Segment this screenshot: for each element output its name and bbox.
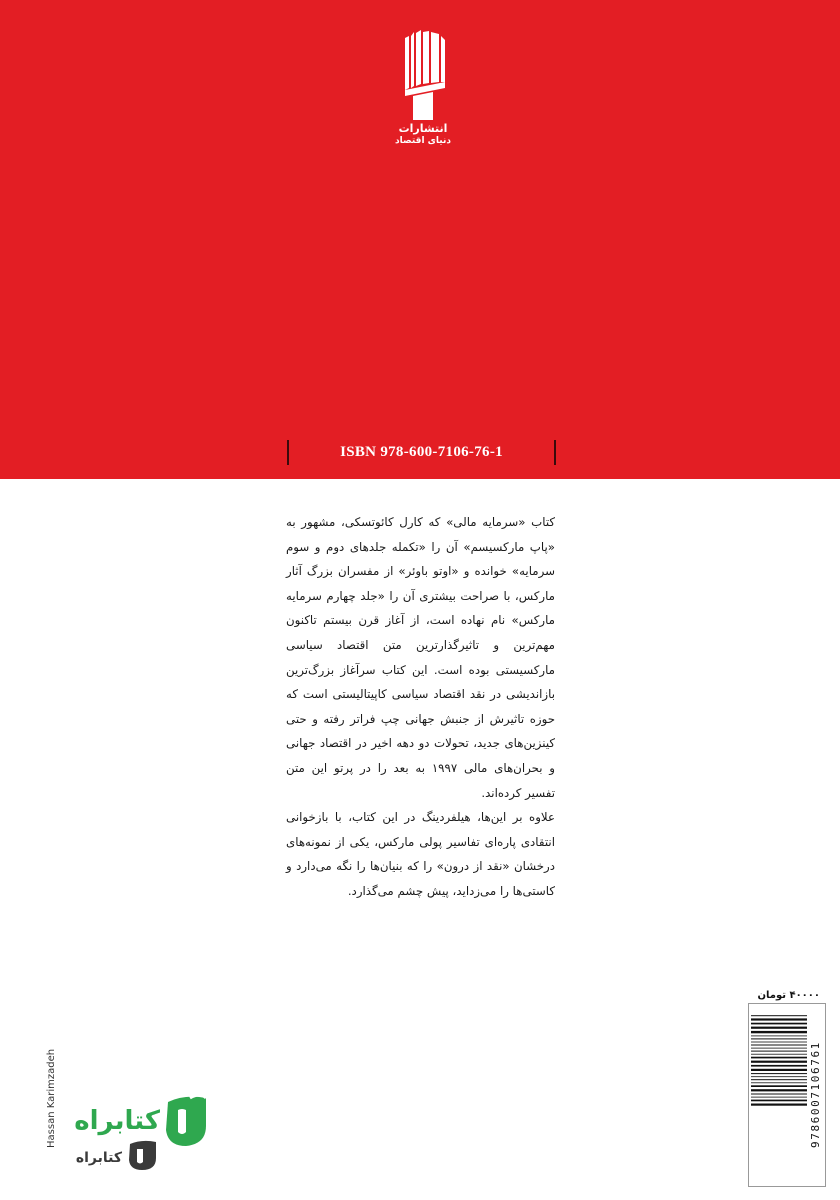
blurb-paragraph-2: علاوه بر این‌ها، هیلفردینگ در این کتاب، با بازخوانی انتقادی پاره‌ای تفاسیر پولی مارکس، یکی از نمونه‌های درخشان «نقد از درون» را که بنیان‌ها را نگه می‌دارد و کاستی‌ها را می‌زداید، پیش چشم می‌گذارد. <box>286 810 555 898</box>
ketabrah-wordmark-large: کتابراه <box>74 1106 160 1136</box>
barcode-digits: 9786007106761 <box>809 1041 822 1149</box>
publisher-logo <box>393 28 453 146</box>
ketabrah-watermark <box>40 1088 220 1188</box>
blurb-paragraph-1: کتاب «سرمایه مالی» که کارل کائوتسکی، مشهور به «پاپ مارکسیسم» آن را «تکمله جلدهای دوم و سوم سرمایه» خوانده و «اوتو باوئر» از مفسران بزرگ آثار مارکس، با صراحت بیشتری آن را «جلد چهارم سرمایه مارکس» نام نهاده است، از آغاز قرن بیستم تاکنون مهم‌ترین و تاثیرگذارترین متن اقتصاد سیاسی مارکسیستی بوده است. این کتاب سرآغاز بزرگ‌ترین بازاندیشی در نقد اقتصاد سیاسی کاپیتالیستی است که حوزه تاثیرش از جنبش جهانی چپ فراتر رفته و حتی کینزین‌های جدید، تحولات دو دهه اخیر در اقتصاد جهانی و بحران‌های مالی ۱۹۹۷ به بعد را در پرتو این متن تفسیر کرده‌اند. <box>286 515 555 800</box>
isbn-box <box>287 440 556 465</box>
barcode-bars <box>751 1006 807 1182</box>
ketabrah-small-icon <box>126 1138 158 1172</box>
publisher-name-line2: دنیای اقتصاد <box>395 136 451 146</box>
back-cover-blurb <box>286 510 555 904</box>
ketabrah-logo-icon <box>160 1092 210 1148</box>
ketabrah-wordmark-small: کتابراه <box>75 1150 122 1166</box>
designer-credit: Hassan Karimzadeh <box>46 1048 57 1148</box>
price-label: ۴۰۰۰۰ تومان <box>757 990 820 1001</box>
publisher-name-line1: انتشارات <box>398 122 448 135</box>
isbn-barcode <box>748 1003 826 1187</box>
isbn-text: ISBN 978-600-7106-76-1 <box>340 444 503 460</box>
open-book-icon <box>399 28 447 120</box>
red-cover-panel <box>0 0 840 479</box>
